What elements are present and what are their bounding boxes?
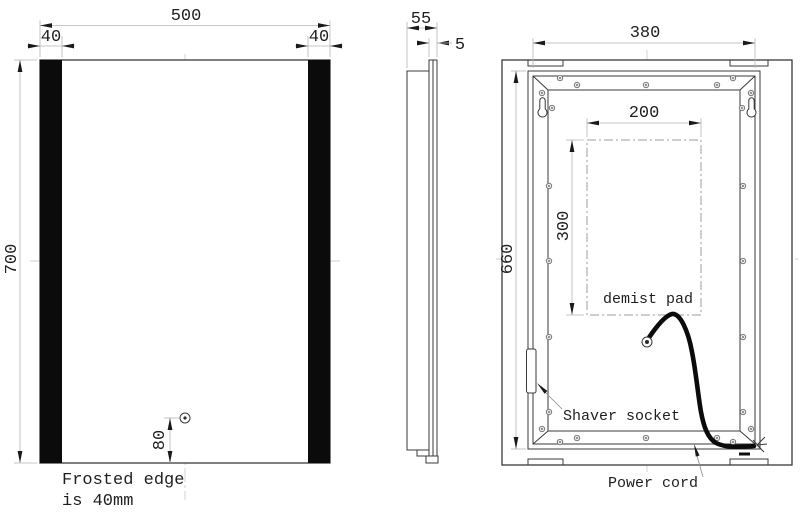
screw-icon [740,183,745,188]
frosted-note-line2: is 40mm [62,492,134,511]
screw-icon [643,82,648,87]
screw-icon [546,334,551,339]
screw-icon [549,105,554,110]
dim-pad-height-label: 300 [555,210,574,242]
back-view [496,24,798,492]
dim-depth-label: 55 [410,10,432,29]
screw-icon [748,90,753,95]
front-view [3,7,343,511]
screw-icon [748,426,753,431]
keyhole-hanger-right-icon [747,98,756,117]
frosted-strip-right [308,60,330,463]
screw-icon [740,409,745,414]
screw-icon [539,90,544,95]
screw-icon [740,258,745,263]
frosted-edge-note [62,471,184,511]
screw-icon [546,258,551,263]
dimension-frost-right [295,28,343,57]
screw-icon [714,82,719,87]
screw-icon [730,75,735,80]
dimension-depth [407,10,437,68]
front-mirror-outline [40,60,330,463]
dimension-frost-left [27,28,75,57]
power-cord-label: Power cord [608,475,699,492]
dimension-overall-width [40,7,330,57]
touch-sensor-icon [180,413,190,423]
demist-pad-label: demist pad [602,291,694,308]
dim-back-width-label: 380 [629,24,661,43]
dim-front-height-label: 700 [3,243,22,275]
frosted-strip-left [40,60,62,463]
side-body-outline [407,71,429,450]
dim-frost-right-label: 40 [308,28,330,47]
screw-icon [546,409,551,414]
dimension-glass-thickness [419,36,465,57]
screw-icon [739,105,744,110]
screw-icon [730,439,735,444]
dim-pad-width-label: 200 [628,104,660,123]
screw-icon [539,426,544,431]
screw-icon [546,183,551,188]
screw-icon [557,439,562,444]
frosted-note-line1: Frosted edge [62,471,185,490]
screw-icon [557,75,562,80]
shaver-socket-outline [527,349,537,393]
cord-connector-icon [642,337,652,347]
shaver-socket-label: Shaver socket [563,408,681,425]
side-bottom-step [417,450,427,456]
dim-frost-left-label: 40 [40,28,62,47]
screw-icon [740,334,745,339]
keyhole-hanger-left-icon [538,98,547,117]
dim-back-height-label: 660 [499,243,518,275]
side-view [407,10,465,463]
dim-sensor-height-label: 80 [151,429,170,451]
dim-glass-label: 5 [454,36,466,55]
dimension-overall-height [3,60,37,463]
screw-icon [643,435,648,440]
screw-icon [574,82,579,87]
dim-front-width-label: 500 [170,7,202,26]
screw-icon [574,435,579,440]
